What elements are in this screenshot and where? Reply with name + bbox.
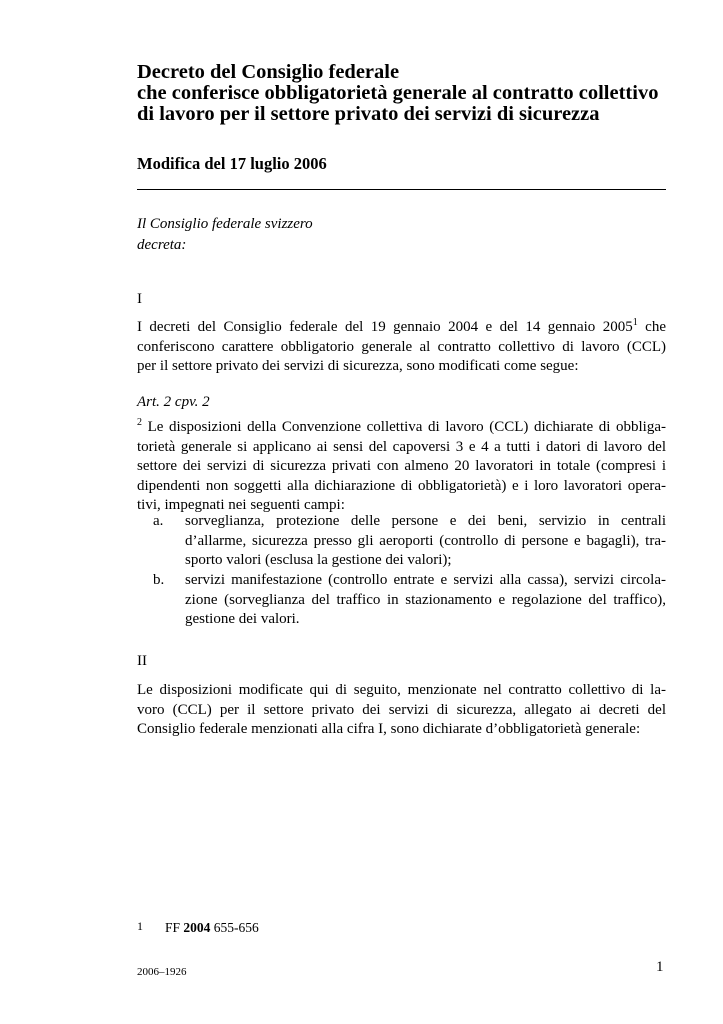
title-line-2: che conferisce obbligatorietà generale al contratto collettivo	[137, 82, 659, 104]
list-item-a-line-1: sorveglianza, protezione delle persone e dei beni, servizio in centrali	[185, 513, 666, 529]
preamble-line-1: Il Consiglio federale svizzero	[137, 216, 313, 232]
list-item-a-line-3: sporto valori (esclusa la gestione dei valori);	[185, 552, 452, 568]
preamble	[137, 214, 313, 256]
horizontal-divider	[137, 189, 666, 190]
article-line-2: torietà generale si applicano ai sensi del capoversi 3 e 4 a tutti i datori di lavoro del	[137, 438, 666, 455]
list-item-b-line-2: zione (sorveglianza del traffico in stazionamento e regolazione del traffico),	[185, 591, 666, 608]
document-code: 2006–1926	[137, 966, 187, 978]
footnote-marker: 1	[137, 919, 143, 933]
title-line-3: di lavoro per il settore privato dei servizi di sicurezza	[137, 103, 600, 125]
list-item-b-line-3: gestione dei valori.	[185, 611, 300, 627]
article-paragraph	[137, 418, 666, 516]
list-item-b-line-1: servizi manifestazione (controllo entrate e servizi alla cassa), servizi circola-	[185, 572, 666, 588]
section-I-line-2: conferiscono carattere obbligatorio generale al contratto collettivo di lavoro (CCL)	[137, 338, 666, 355]
document-subtitle: Modifica del 17 luglio 2006	[137, 154, 327, 173]
title-line-1: Decreto del Consiglio federale	[137, 61, 400, 83]
list-item-body	[185, 512, 666, 571]
footnote-text: FF 2004 655-656	[165, 920, 259, 935]
section-I-paragraph	[137, 318, 666, 377]
footnote-year: 2004	[183, 920, 211, 935]
section-numeral-I: I	[137, 291, 142, 307]
document-title	[137, 62, 677, 125]
article-line-4: dipendenti non soggetti alla dichiarazione di obbligatorietà) e i loro lavoratori opera-	[137, 477, 666, 494]
section-II-line-3: Consiglio federale menzionati alla cifra I, sono dichiarate d’obbligatorietà generale:	[137, 721, 641, 737]
article-line-3: settore dei servizi di sicurezza privati con almeno 20 lavoratori in totale (compresi i	[137, 458, 666, 474]
section-I-line-1: I decreti del Consiglio federale del 19 gennaio 2004 e del 14 gennaio 2005$^1$ che	[137, 317, 666, 335]
section-II-line-2: voro (CCL) per il settore privato dei servizi di sicurezza, allegato ai decreti del	[137, 701, 666, 718]
preamble-line-2: decreta:	[137, 237, 187, 253]
footnote-reference[interactable]: 1	[632, 317, 638, 328]
list-marker: b.	[153, 572, 165, 588]
article-line-1: $^2$ Le disposizioni della Convenzione collettiva di lavoro (CCL) dichiarate di obbliga-	[137, 417, 666, 435]
section-numeral-II: II	[137, 653, 147, 669]
article-line-5: tivi, impegnati nei seguenti campi:	[137, 497, 345, 513]
section-I-line-3: per il settore privato dei servizi di sicurezza, sono modificati come segue:	[137, 358, 579, 374]
section-II-line-1: Le disposizioni modificate qui di seguito, menzionate nel contratto collettivo di la-	[137, 682, 666, 698]
section-II-paragraph	[137, 681, 666, 740]
list-item-body	[185, 571, 666, 630]
list-item-a-line-2: d’allarme, sicurezza presso gli aeroporti (controllo di persone e bagagli), tra-	[185, 532, 666, 549]
page-number: 1	[656, 959, 664, 975]
article-heading: Art. 2 cpv. 2	[137, 394, 210, 410]
list-marker: a.	[153, 513, 164, 529]
paragraph-number: 2	[137, 417, 142, 428]
